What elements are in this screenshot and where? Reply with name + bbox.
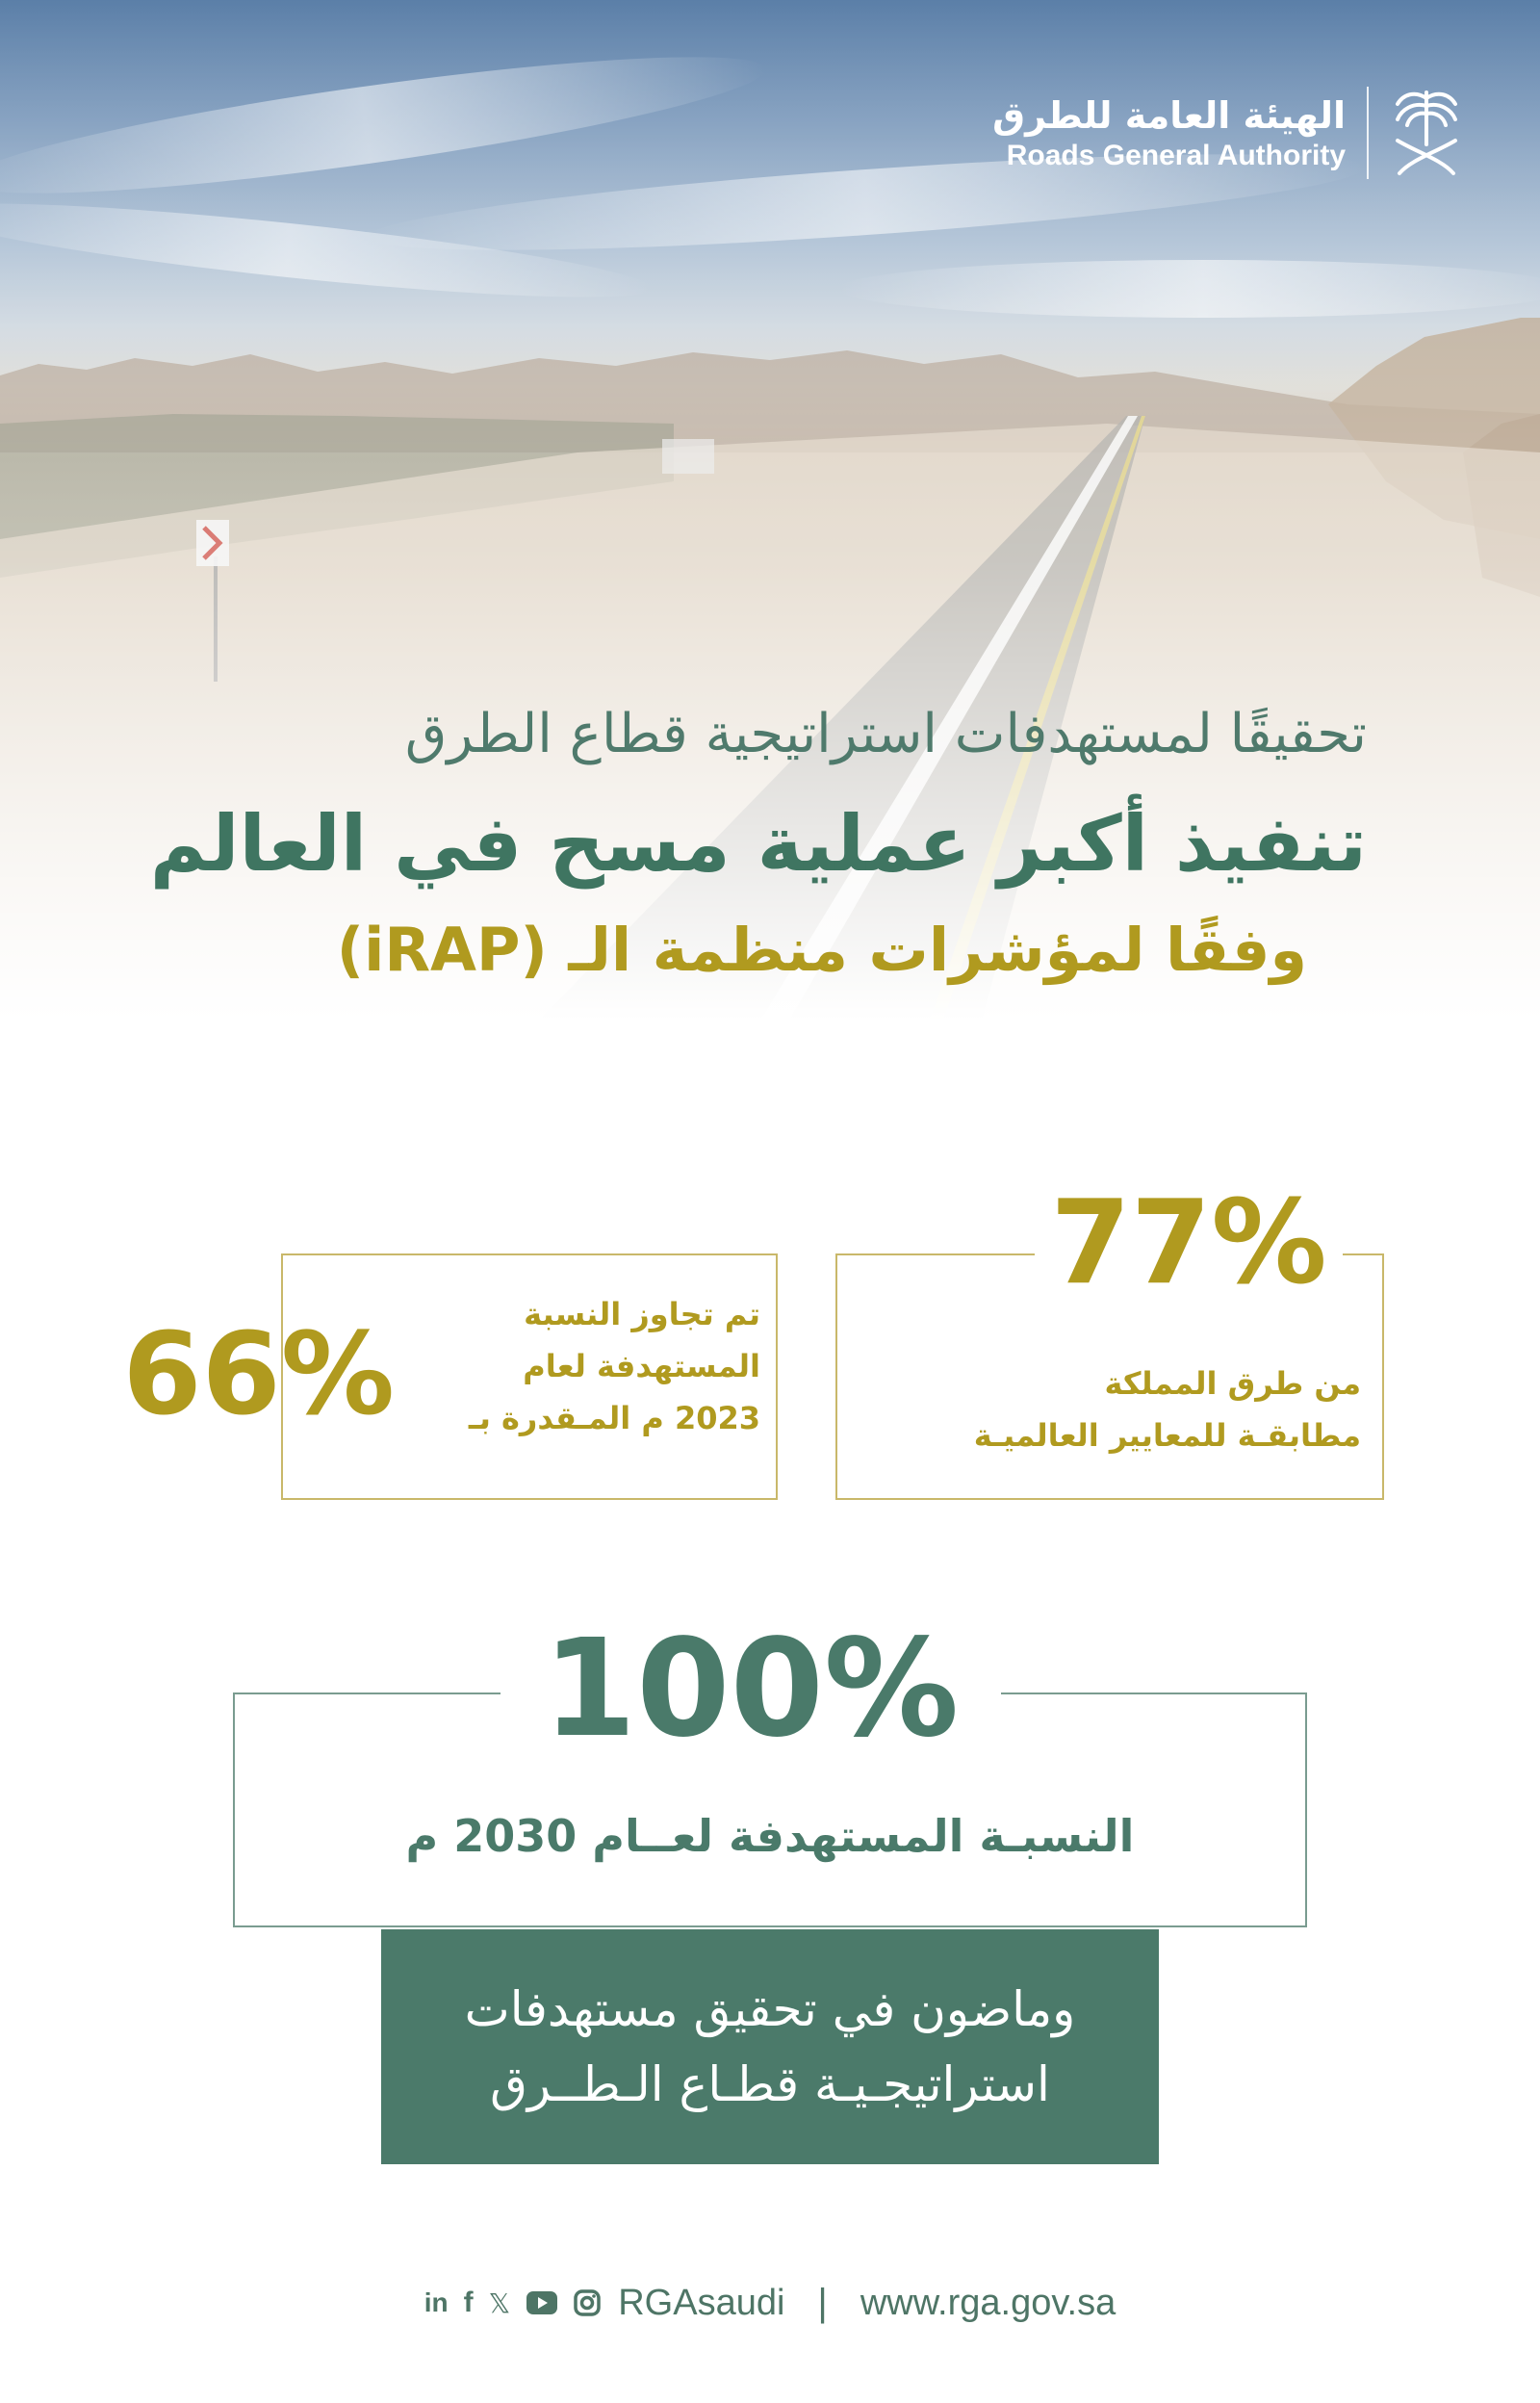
strategy-banner bbox=[381, 1929, 1159, 2164]
logo-name-arabic: الهيئة العامة للطرق bbox=[992, 94, 1346, 137]
social-icons bbox=[424, 2287, 601, 2319]
social-handle[interactable]: RGAsaudi bbox=[618, 2282, 785, 2323]
banner-line1: وماضون في تحقيق مستهدفات bbox=[464, 1981, 1076, 2037]
stat-66-line3: 2023 م المـقدرة بـ bbox=[468, 1400, 760, 1436]
stat-100-value: 100% bbox=[500, 1617, 1001, 1762]
stat-66-line2: المستهدفة لعام bbox=[523, 1348, 760, 1384]
logo-name-english: Roads General Authority bbox=[1006, 140, 1346, 171]
stat-77-value: 77% bbox=[1035, 1176, 1343, 1311]
x-icon[interactable]: 𝕏 bbox=[488, 2287, 511, 2319]
stat-66-line1: تم تجاوز النسبة bbox=[524, 1296, 760, 1332]
logo-divider bbox=[1367, 87, 1369, 179]
palm-swords-emblem-icon bbox=[1388, 85, 1465, 181]
stat-66-caption bbox=[404, 1288, 760, 1444]
banner-line2: استراتيجـيـة قطـاع الـطــرق bbox=[490, 2056, 1050, 2112]
headline-irap-line: وفقًا لمؤشرات منظمة الـ (iRAP) bbox=[336, 915, 1307, 985]
headline-title: تنفيذ أكبر عملية مسح في العالم bbox=[149, 799, 1367, 889]
website-link[interactable]: www.rga.gov.sa bbox=[860, 2282, 1116, 2323]
rga-logo bbox=[992, 85, 1465, 181]
stat-77-line2: مطابقـة للمعايير العالميـة bbox=[973, 1417, 1361, 1454]
instagram-icon[interactable] bbox=[574, 2289, 601, 2316]
stat-66-value: 66% bbox=[122, 1307, 395, 1440]
stat-77-line1: من طرق المملكة bbox=[1104, 1365, 1361, 1402]
footer bbox=[0, 2274, 1540, 2332]
logo-text bbox=[992, 92, 1367, 173]
linkedin-icon[interactable]: in bbox=[424, 2287, 449, 2317]
stat-77-caption bbox=[860, 1357, 1361, 1461]
stat-100-caption: النسبـة المستهدفة لعــام 2030 م bbox=[405, 1810, 1135, 1862]
headline-subtitle: تحقيقًا لمستهدفات استراتيجية قطاع الطرق bbox=[404, 703, 1367, 765]
footer-separator: | bbox=[817, 2281, 828, 2324]
youtube-icon[interactable] bbox=[526, 2290, 558, 2315]
facebook-icon[interactable]: f bbox=[463, 2287, 474, 2318]
